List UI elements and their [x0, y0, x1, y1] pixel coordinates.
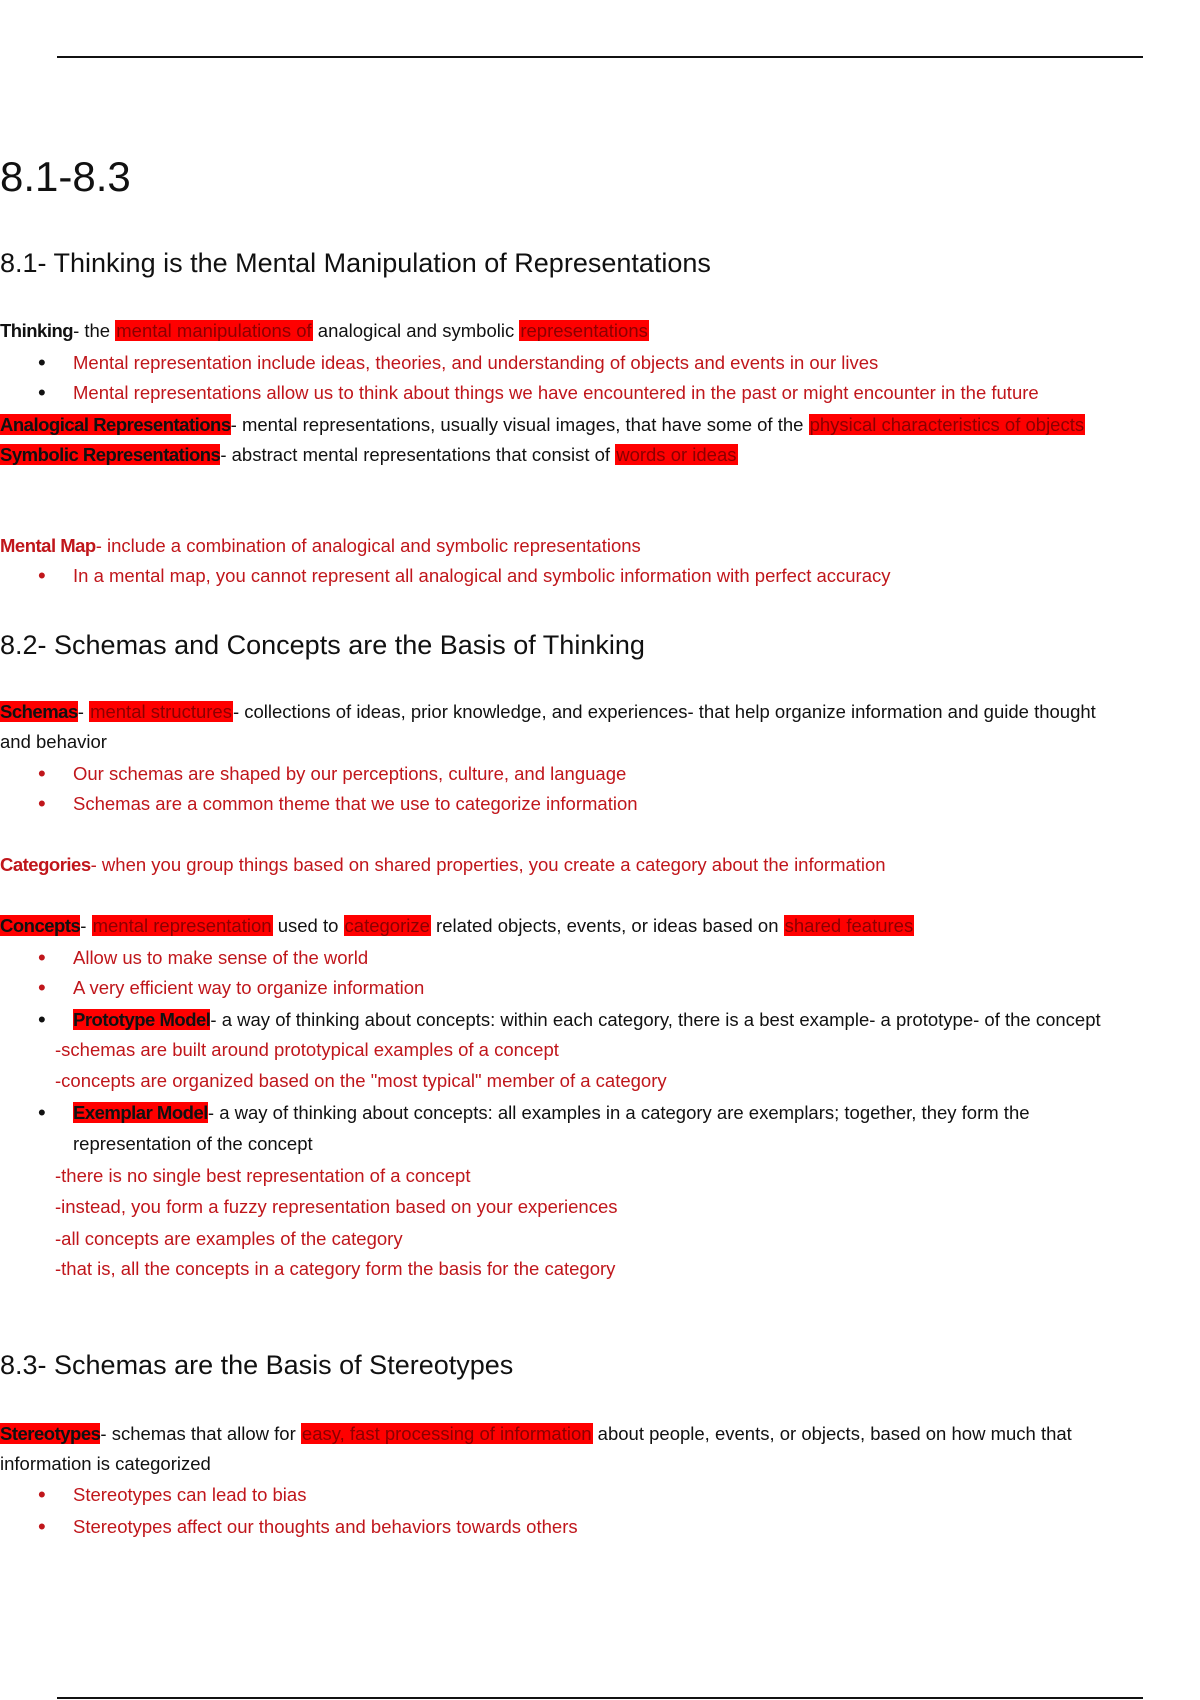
- bullet-icon: [38, 563, 46, 589]
- definition-mental-map: Mental Map- include a combination of analogical and symbolic representations: [0, 535, 641, 556]
- list-item: -schemas are built around prototypical examples of a concept: [55, 1039, 559, 1060]
- list-item: Allow us to make sense of the world: [73, 947, 369, 968]
- section-heading-8-3: 8.3- Schemas are the Basis of Stereotypes: [0, 1350, 514, 1380]
- term-analogical: Analogical Representations: [0, 414, 231, 435]
- highlight: easy, fast processing of information: [301, 1423, 592, 1444]
- list-item: -all concepts are examples of the category: [55, 1228, 403, 1249]
- highlight: physical characteristics of objects: [809, 414, 1085, 435]
- list-item: Mental representation include ideas, theories, and understanding of objects and events in our lives: [73, 352, 879, 373]
- highlight: categorize: [344, 915, 430, 936]
- list-item: Mental representations allow us to think about things we have encountered in the past or might encounter in the future: [73, 382, 1039, 403]
- bullet-icon: [38, 791, 46, 817]
- term-stereotypes: Stereotypes: [0, 1423, 101, 1444]
- highlight: words or ideas: [616, 444, 737, 465]
- header-rule: [57, 56, 1143, 58]
- bullet-icon: [38, 761, 46, 787]
- list-item: Stereotypes affect our thoughts and behaviors towards others: [73, 1516, 578, 1537]
- list-item: Schemas are a common theme that we use to categorize information: [73, 793, 638, 814]
- definition-concepts: Concepts- mental representation used to categorize related objects, events, or ideas based on shared features: [0, 915, 914, 936]
- list-item: In a mental map, you cannot represent all analogical and symbolic information with perfect accuracy: [73, 565, 891, 586]
- page-title: 8.1-8.3: [0, 153, 131, 200]
- bullet-icon: [38, 1482, 46, 1508]
- bullet-icon: [38, 975, 46, 1001]
- list-item: Our schemas are shaped by our perceptions, culture, and language: [73, 763, 627, 784]
- term-categories: Categories: [0, 854, 91, 875]
- highlight: representations: [520, 320, 648, 341]
- bullet-icon: [38, 1007, 46, 1033]
- list-item: -that is, all the concepts in a category form the basis for the category: [55, 1258, 616, 1279]
- definition-exemplar-cont: representation of the concept: [73, 1133, 313, 1154]
- term-mental-map: Mental Map: [0, 535, 96, 556]
- bullet-icon: [38, 945, 46, 971]
- term-exemplar-model: Exemplar Model: [73, 1102, 208, 1123]
- term-concepts: Concepts: [0, 915, 81, 936]
- term-symbolic: Symbolic Representations: [0, 444, 221, 465]
- bullet-icon: [38, 380, 46, 406]
- highlight: mental structures: [90, 701, 232, 722]
- list-item: Stereotypes can lead to bias: [73, 1484, 307, 1505]
- definition-exemplar-model: Exemplar Model- a way of thinking about concepts: all examples in a category are exemplars; together, they form the: [73, 1102, 1030, 1123]
- definition-analogical: Analogical Representations- mental representations, usually visual images, that have some of the physical characteristics of objects: [0, 414, 1085, 435]
- list-item: A very efficient way to organize information: [73, 977, 425, 998]
- section-heading-8-1: 8.1- Thinking is the Mental Manipulation of Representations: [0, 248, 711, 278]
- definition-stereotypes: Stereotypes- schemas that allow for easy, fast processing of information about people, events, or objects, based on how much that: [0, 1423, 1072, 1444]
- list-item: -there is no single best representation of a concept: [55, 1165, 471, 1186]
- bullet-icon: [38, 350, 46, 376]
- section-heading-8-2: 8.2- Schemas and Concepts are the Basis of Thinking: [0, 630, 645, 660]
- highlight: mental manipulations of: [116, 320, 312, 341]
- list-item: -instead, you form a fuzzy representation based on your experiences: [55, 1196, 618, 1217]
- definition-schemas-cont: and behavior: [0, 731, 107, 752]
- definition-symbolic: Symbolic Representations- abstract mental representations that consist of words or ideas: [0, 444, 737, 465]
- term-prototype-model: Prototype Model: [73, 1009, 211, 1030]
- list-item: -concepts are organized based on the "most typical" member of a category: [55, 1070, 667, 1091]
- definition-categories: Categories- when you group things based on shared properties, you create a category about the information: [0, 854, 886, 875]
- term-thinking: Thinking: [0, 320, 74, 341]
- bullet-icon: [38, 1514, 46, 1540]
- highlight: mental representation: [92, 915, 272, 936]
- term-schemas: Schemas: [0, 701, 78, 722]
- definition-stereotypes-cont: information is categorized: [0, 1453, 211, 1474]
- definition-thinking: Thinking- the mental manipulations of analogical and symbolic representations: [0, 320, 648, 341]
- definition-schemas: Schemas- mental structures- collections of ideas, prior knowledge, and experiences- that help organize information and guide thought: [0, 701, 1096, 722]
- definition-prototype-model: Prototype Model- a way of thinking about concepts: within each category, there is a best example- a prototype- of the concept: [73, 1009, 1101, 1030]
- footer-rule: [57, 1697, 1143, 1699]
- highlight: shared features: [784, 915, 914, 936]
- bullet-icon: [38, 1100, 46, 1126]
